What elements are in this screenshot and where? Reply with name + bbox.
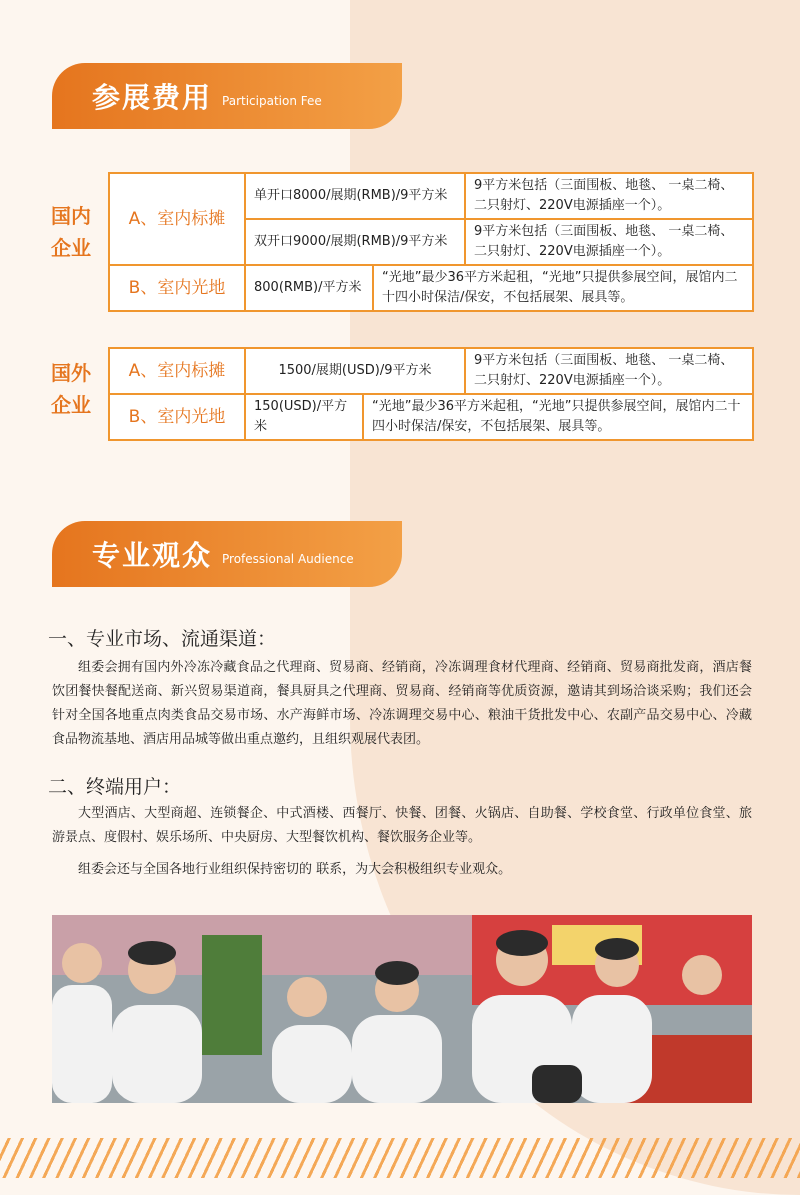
decorative-stripes (0, 1138, 800, 1178)
table-row (109, 265, 753, 311)
merged-cell (245, 394, 753, 440)
category-cell: A、室内标摊 (109, 173, 245, 265)
heading-end-users: 二、终端用户： (48, 776, 182, 798)
category-cell: A、室内标摊 (109, 348, 245, 394)
overseas-label: 国外企业 (51, 361, 91, 417)
desc-cell: “光地”最少36平方米起租，“光地”只提供参展空间，展馆内二十四小时保洁/保安，不包括展架、展具等。 (382, 270, 738, 305)
price-cell: 单开口8000/展期(RMB)/9平方米 (245, 173, 465, 219)
crowd-illustration (52, 915, 752, 1103)
table-row (109, 348, 753, 394)
desc-cell: “光地”最少36平方米起租，“光地”只提供参展空间，展馆内二十四小时保洁/保安，不包括展架、展具等。 (372, 399, 741, 434)
desc-cell: 9平方米包括（三面围板、地毯、 一桌二椅、二只射灯、220V电源插座一个）。 (465, 173, 753, 219)
desc-cell: 9平方米包括（三面围板、地毯、 一桌二椅、二只射灯、220V电源插座一个）。 (465, 219, 753, 265)
professional-audience-banner (52, 521, 402, 587)
paragraph-note: 组委会还与全国各地行业组织保持密切的 联系，为大会积极组织专业观众。 (78, 862, 512, 877)
domestic-label: 国内企业 (51, 204, 91, 260)
desc-cell: 9平方米包括（三面围板、地毯、 一桌二椅、二只射灯、220V电源插座一个）。 (465, 348, 753, 394)
price-cell: 800(RMB)/平方米 (246, 266, 373, 310)
heading-channels: 一、专业市场、流通渠道： (48, 628, 277, 650)
paragraph-channels: 组委会拥有国内外冷冻冷藏食品之代理商、贸易商、经销商，冷冻调理食材代理商、经销商、贸易商批发商，酒店餐饮团餐快餐配送商、新兴贸易渠道商，餐具厨具之代理商、贸易商、经销商等优质资源，邀请其到场洽谈采购；我们还会针对全国各地重点肉类食品交易市场、水产海鲜市场、冷冻调理交易中心、粮油干货批发中心、农副产品交易中心、冷藏食品物流基地、酒店用品城等做出重点邀约，且组织观展代表团。 (52, 660, 752, 747)
price-cell: 双开口9000/展期(RMB)/9平方米 (245, 219, 465, 265)
section-title: 参展费用 (92, 81, 213, 114)
merged-cell (245, 265, 753, 311)
domestic-fee-table (108, 172, 754, 312)
section-subtitle: Professional Audience (222, 552, 354, 566)
price-cell: 1500/展期(USD)/9平方米 (245, 348, 465, 394)
overseas-fee-table (108, 347, 754, 441)
exhibition-photo (52, 915, 752, 1103)
price-cell: 150(USD)/平方米 (246, 395, 363, 439)
participation-fee-banner (52, 63, 402, 129)
section-title: 专业观众 (92, 539, 213, 572)
section-subtitle: Participation Fee (222, 94, 322, 108)
category-cell: B、室内光地 (109, 265, 245, 311)
category-cell: B、室内光地 (109, 394, 245, 440)
table-row (109, 394, 753, 440)
table-row (109, 173, 753, 219)
paragraph-end-users: 大型酒店、大型商超、连锁餐企、中式酒楼、西餐厅、快餐、团餐、火锅店、自助餐、学校食堂、行政单位食堂、旅游景点、度假村、娱乐场所、中央厨房、大型餐饮机构、餐饮服务企业等。 (52, 806, 752, 845)
